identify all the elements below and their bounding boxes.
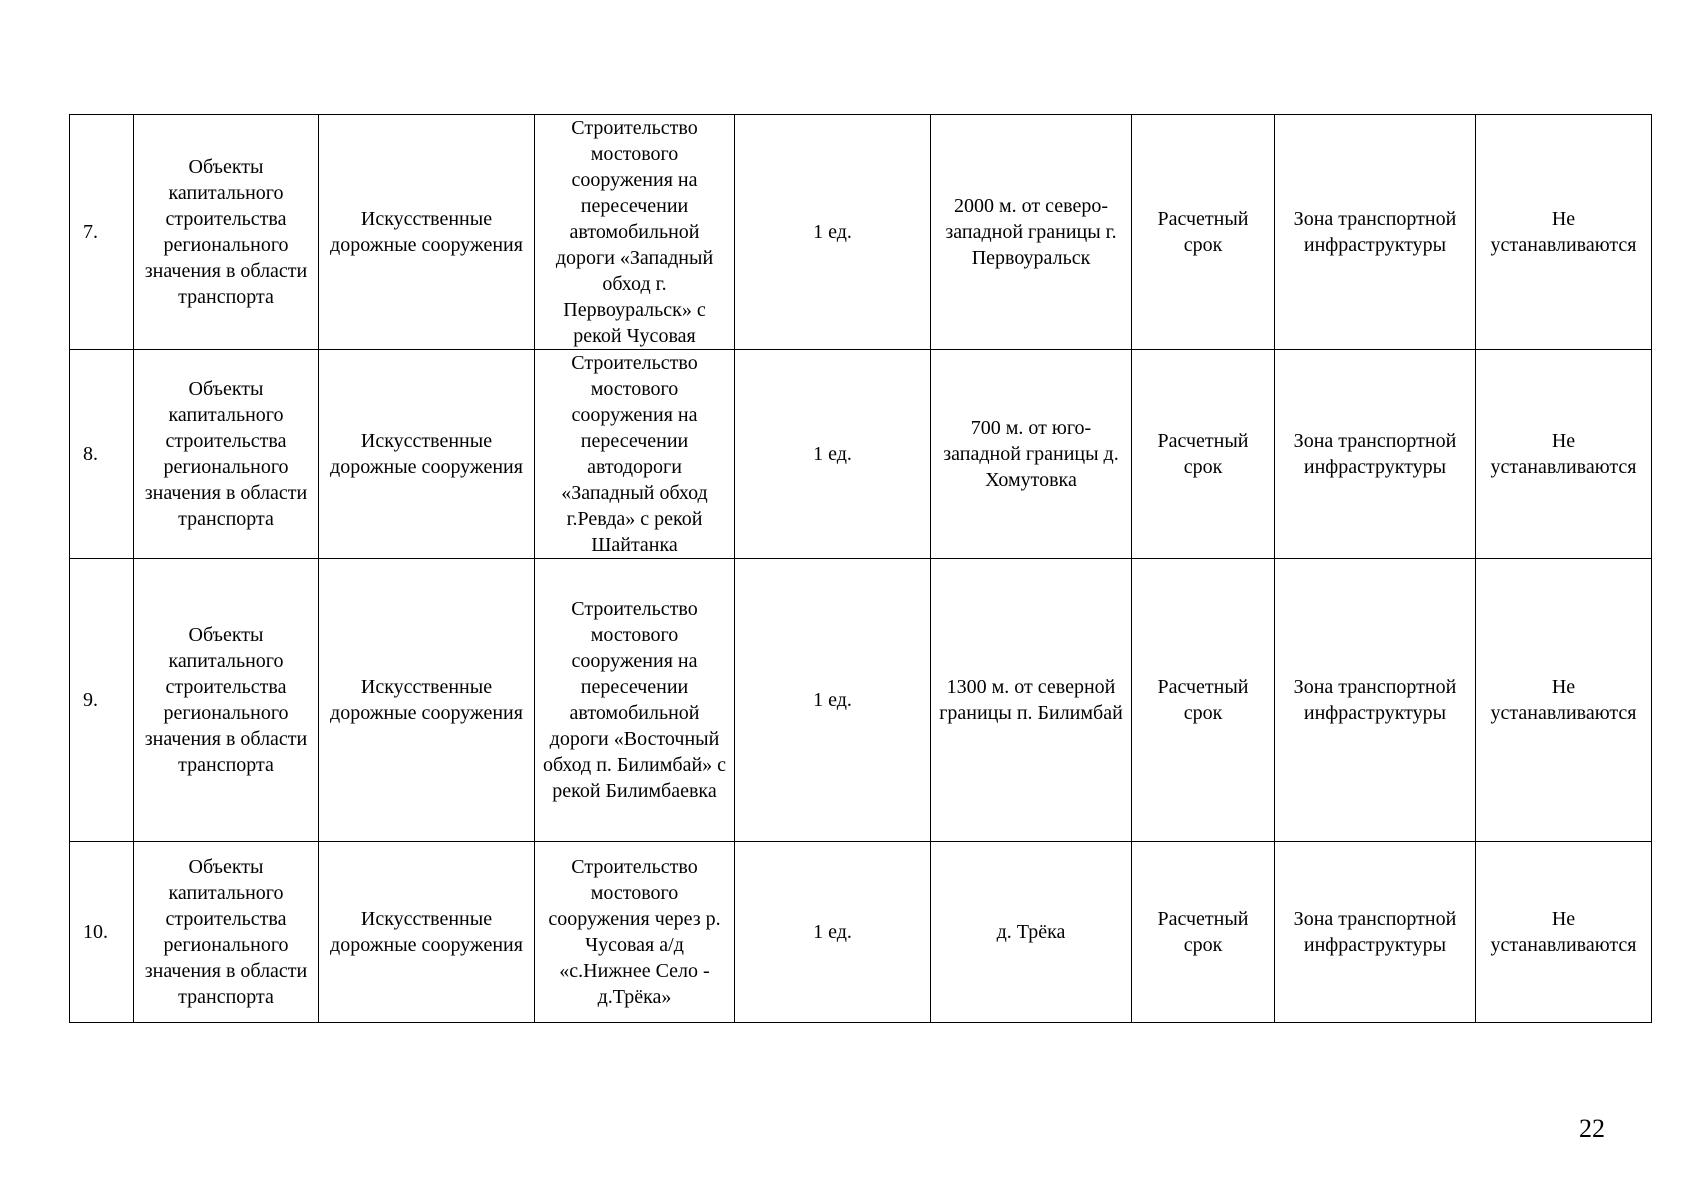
object-term: Расчетный срок bbox=[1132, 115, 1275, 350]
object-zone: Зона транспортной инфраструктуры bbox=[1275, 350, 1476, 559]
objects-table bbox=[69, 114, 1652, 1023]
table-row bbox=[70, 115, 1652, 350]
page-number: 22 bbox=[1579, 1114, 1605, 1143]
object-term: Расчетный срок bbox=[1132, 559, 1275, 842]
object-restriction: Не устанавливаются bbox=[1476, 350, 1652, 559]
row-number: 10. bbox=[70, 842, 134, 1023]
table-row bbox=[70, 350, 1652, 559]
object-quantity: 1 ед. bbox=[735, 842, 931, 1023]
object-type: Искусственные дорожные сооружения bbox=[319, 350, 535, 559]
row-number: 7. bbox=[70, 115, 134, 350]
object-zone: Зона транспортной инфраструктуры bbox=[1275, 559, 1476, 842]
object-type: Искусственные дорожные сооружения bbox=[319, 559, 535, 842]
object-quantity: 1 ед. bbox=[735, 115, 931, 350]
object-location: д. Трёка bbox=[931, 842, 1132, 1023]
object-category: Объекты капитального строительства регионального значения в области транспорта bbox=[134, 842, 319, 1023]
object-restriction: Не устанавливаются bbox=[1476, 115, 1652, 350]
object-description: Строительство мостового сооружения через р. Чусовая а/д «с.Нижнее Село - д.Трёка» bbox=[535, 842, 735, 1023]
object-location: 1300 м. от северной границы п. Билимбай bbox=[931, 559, 1132, 842]
object-description: Строительство мостового сооружения на пересечении автодороги «Западный обход г.Ревда» с рекой Шайтанка bbox=[535, 350, 735, 559]
row-number: 9. bbox=[70, 559, 134, 842]
object-location: 2000 м. от северо-западной границы г. Первоуральск bbox=[931, 115, 1132, 350]
table-row bbox=[70, 559, 1652, 842]
object-type: Искусственные дорожные сооружения bbox=[319, 115, 535, 350]
object-description: Строительство мостового сооружения на пересечении автомобильной дороги «Западный обход г. Первоуральск» с рекой Чусовая bbox=[535, 115, 735, 350]
object-quantity: 1 ед. bbox=[735, 559, 931, 842]
object-category: Объекты капитального строительства регионального значения в области транспорта bbox=[134, 350, 319, 559]
object-quantity: 1 ед. bbox=[735, 350, 931, 559]
table-row bbox=[70, 842, 1652, 1023]
object-restriction: Не устанавливаются bbox=[1476, 559, 1652, 842]
object-term: Расчетный срок bbox=[1132, 350, 1275, 559]
object-type: Искусственные дорожные сооружения bbox=[319, 842, 535, 1023]
object-description: Строительство мостового сооружения на пересечении автомобильной дороги «Восточный обход п. Билимбай» с рекой Билимбаевка bbox=[535, 559, 735, 842]
object-location: 700 м. от юго-западной границы д. Хомутовка bbox=[931, 350, 1132, 559]
object-category: Объекты капитального строительства регионального значения в области транспорта bbox=[134, 115, 319, 350]
object-zone: Зона транспортной инфраструктуры bbox=[1275, 842, 1476, 1023]
object-category: Объекты капитального строительства регионального значения в области транспорта bbox=[134, 559, 319, 842]
object-term: Расчетный срок bbox=[1132, 842, 1275, 1023]
row-number: 8. bbox=[70, 350, 134, 559]
object-zone: Зона транспортной инфраструктуры bbox=[1275, 115, 1476, 350]
object-restriction: Не устанавливаются bbox=[1476, 842, 1652, 1023]
